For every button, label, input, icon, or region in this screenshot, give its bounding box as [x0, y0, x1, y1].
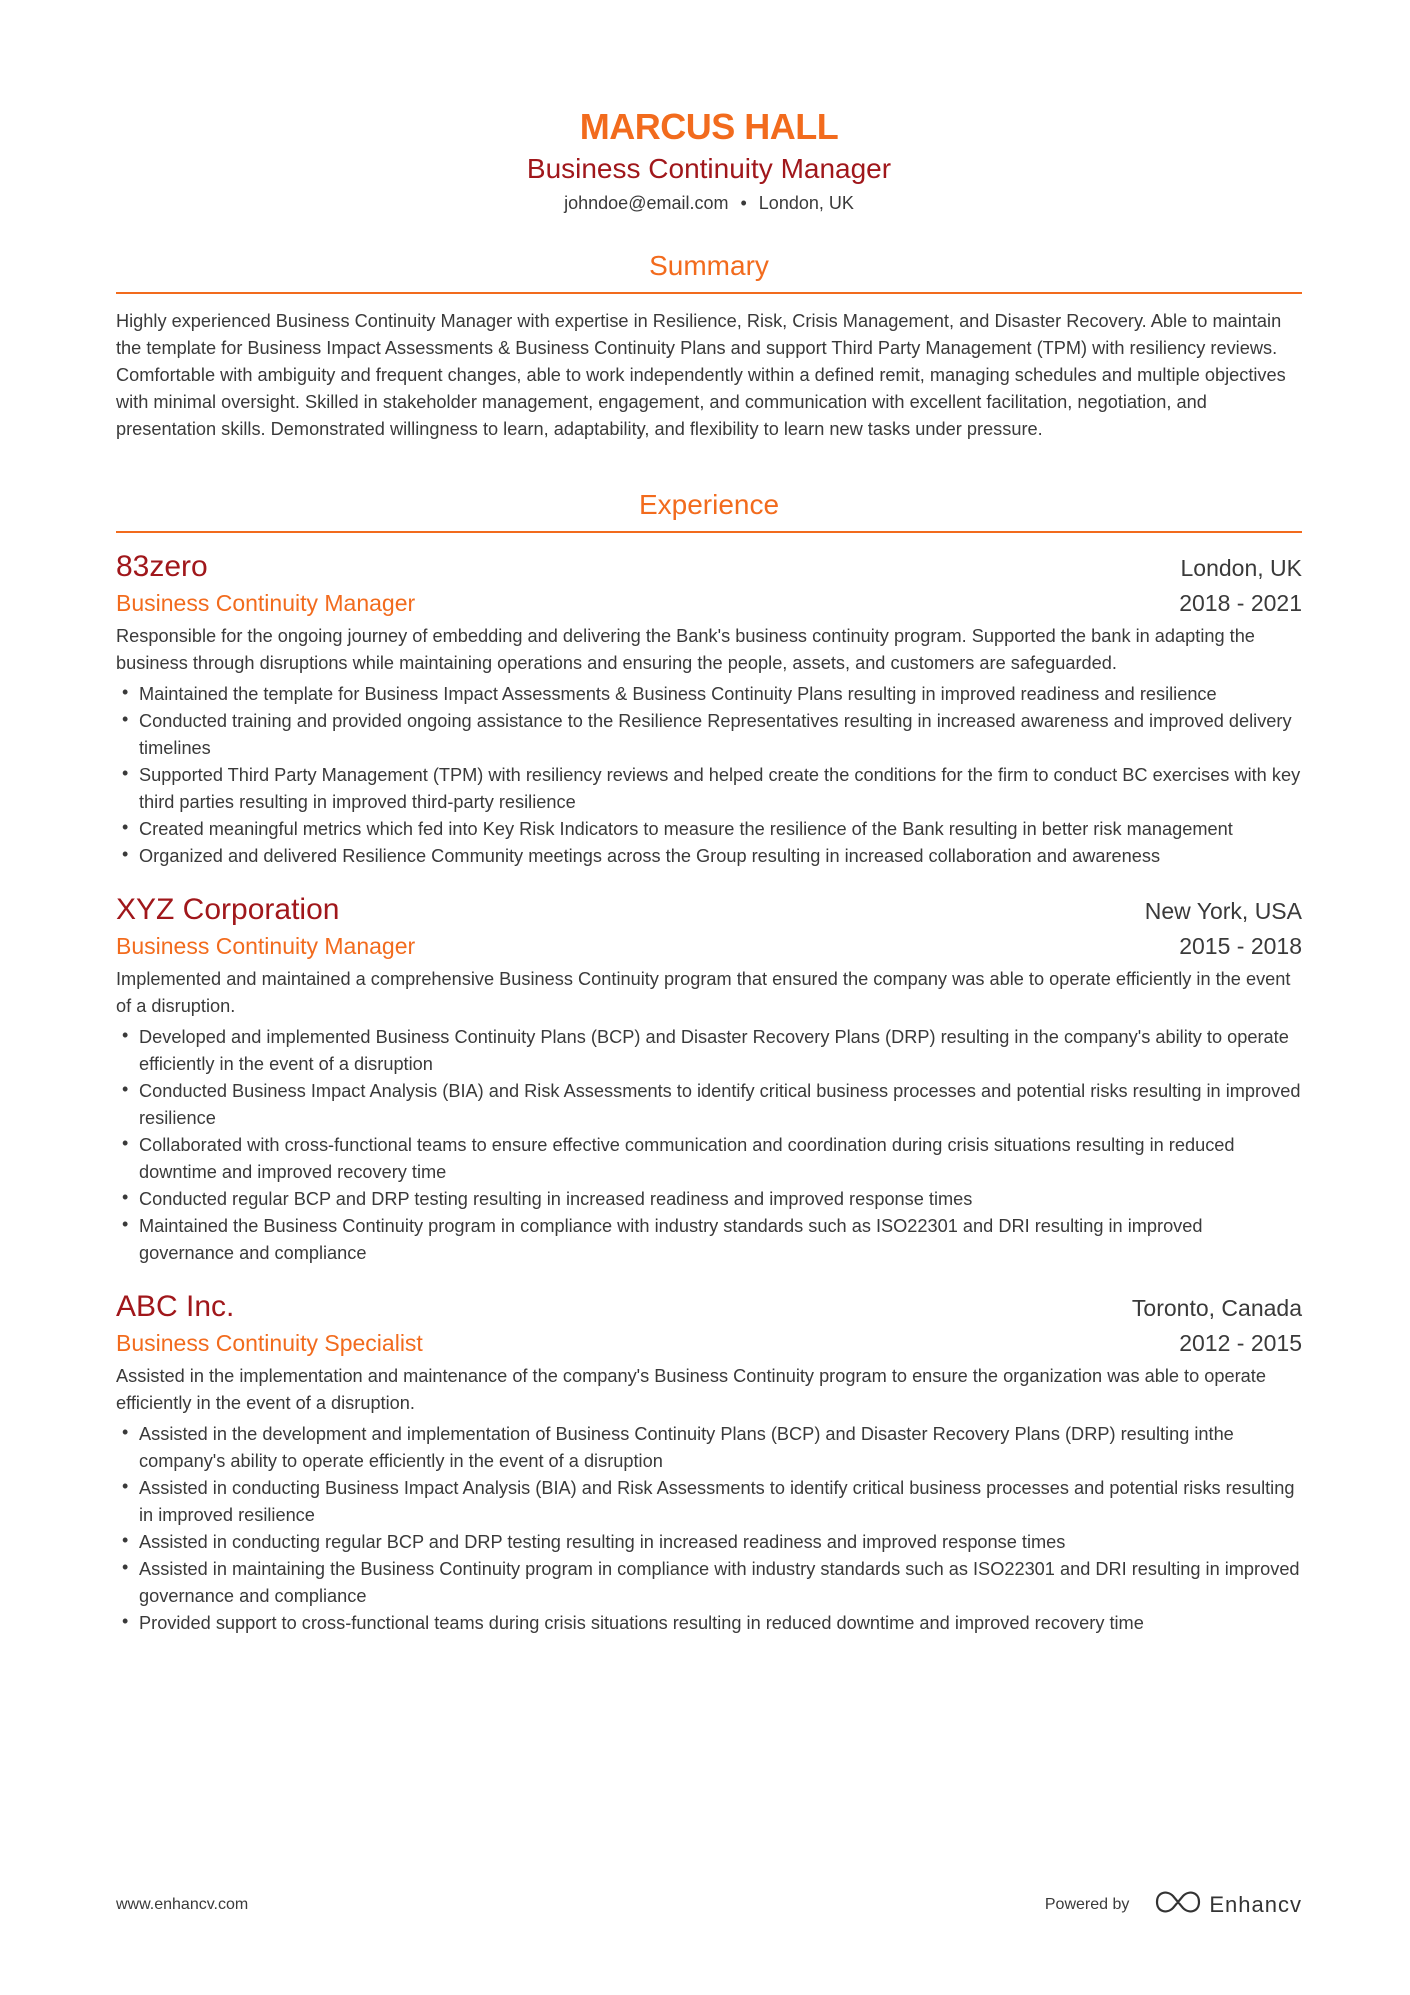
bullet-item: • Conducted training and provided ongoing assistance to the Resilience Representatives resulting in increased awareness and improved delivery timelines [116, 708, 1302, 762]
summary-divider [116, 292, 1302, 294]
job-description: Implemented and maintained a comprehensive Business Continuity program that ensured the company was able to operate efficiently in the event of a disruption. [116, 969, 1291, 1016]
candidate-title: Business Continuity Manager [526, 153, 892, 184]
bullet-item: • Provided support to cross-functional teams during crisis situations resulting in reduced downtime and improved recovery time [116, 1610, 1302, 1637]
job-dates: 2012 - 2015 [1179, 1330, 1302, 1356]
contact-separator: • [740, 193, 747, 213]
bullet-item: • Maintained the template for Business Impact Assessments & Business Continuity Plans resulting in improved readiness and resilience [116, 681, 1302, 708]
job-dates: 2015 - 2018 [1179, 933, 1302, 959]
bullet-item: • Assisted in the development and implementation of Business Continuity Plans (BCP) and Disaster Recovery Plans (DRP) resulting inthe company's ability to operate efficiently in the event of a disruption [116, 1421, 1302, 1475]
bullet-item: • Developed and implemented Business Continuity Plans (BCP) and Disaster Recovery Plans (DRP) resulting in the company's ability to operate efficiently in the event of a disruption [116, 1024, 1302, 1078]
job-role: Business Continuity Specialist [116, 1330, 423, 1356]
company-name: 83zero [116, 550, 208, 583]
experience-entry [116, 547, 1302, 870]
powered-by-label: Powered by [1044, 1895, 1130, 1913]
summary-heading: Summary [649, 250, 769, 281]
job-location: New York, USA [1144, 898, 1302, 924]
job-bullets [116, 1421, 1302, 1637]
job-role: Business Continuity Manager [116, 590, 416, 616]
experience-entry [116, 1287, 1302, 1637]
bullet-item: • Organized and delivered Resilience Community meetings across the Group resulting in increased collaboration and awareness [116, 843, 1302, 870]
bullet-item: • Collaborated with cross-functional teams to ensure effective communication and coordination during crisis situations resulting in reduced downtime and improved recovery time [116, 1132, 1302, 1186]
page-footer [116, 1890, 1302, 1919]
job-bullets [116, 1024, 1302, 1267]
bullet-item: • Created meaningful metrics which fed into Key Risk Indicators to measure the resilience of the Bank resulting in better risk management [116, 816, 1302, 843]
bullet-item: • Assisted in conducting Business Impact Analysis (BIA) and Risk Assessments to identify critical business processes and potential risks resulting in improved resilience [116, 1475, 1302, 1529]
website-link[interactable]: www.enhancv.com [116, 1895, 249, 1913]
candidate-name: MARCUS HALL [579, 106, 839, 147]
bullet-item: • Maintained the Business Continuity program in compliance with industry standards such as ISO22301 and DRI resulting in improved governance and compliance [116, 1213, 1302, 1267]
summary-section [116, 246, 1302, 443]
email-link[interactable]: johndoe@email.com [564, 193, 729, 213]
resume-page [116, 104, 1302, 1637]
contact-line [116, 190, 1302, 216]
job-role: Business Continuity Manager [116, 933, 416, 959]
job-bullets [116, 681, 1302, 870]
summary-text: Highly experienced Business Continuity Manager with expertise in Resilience, Risk, Crisis Management, and Disaster Recovery. Able to maintain the template for Business Impact Assessments & Business Continuity Plans and support Third Party Management (TPM) with resiliency reviews. Comfortable with ambiguity and frequent changes, able to work independently within a defined remit, managing schedules and multiple objectives with minimal oversight. Skilled in stakeholder management, engagement, and communication with excellent facilitation, negotiation, and presentation skills. Demonstrated willingness to learn, adaptability, and flexibility to learn new tasks under pressure. [116, 311, 1286, 439]
bullet-item: • Conducted regular BCP and DRP testing resulting in increased readiness and improved response times [116, 1186, 1302, 1213]
company-name: ABC Inc. [116, 1290, 235, 1323]
enhancv-logo-icon [1155, 1890, 1201, 1919]
resume-header [116, 104, 1302, 216]
experience-section [116, 485, 1302, 1637]
experience-heading: Experience [638, 489, 780, 520]
experience-entry [116, 890, 1302, 1267]
bullet-item: • Supported Third Party Management (TPM) with resiliency reviews and helped create the conditions for the firm to conduct BC exercises with key third parties resulting in improved third-party resilience [116, 762, 1302, 816]
job-description: Assisted in the implementation and maintenance of the company's Business Continuity program to ensure the organization was able to operate efficiently in the event of a disruption. [116, 1366, 1266, 1413]
job-location: Toronto, Canada [1131, 1295, 1302, 1321]
bullet-item: • Assisted in conducting regular BCP and DRP testing resulting in increased readiness and improved response times [116, 1529, 1302, 1556]
job-location: London, UK [1180, 555, 1302, 581]
bullet-item: • Conducted Business Impact Analysis (BIA) and Risk Assessments to identify critical business processes and potential risks resulting in improved resilience [116, 1078, 1302, 1132]
brand-block [1045, 1890, 1302, 1919]
job-description: Responsible for the ongoing journey of embedding and delivering the Bank's business continuity program. Supported the bank in adapting the business through disruptions while maintaining operations and ensuring the people, assets, and customers are safeguarded. [116, 626, 1255, 673]
experience-divider [116, 531, 1302, 533]
location-text: London, UK [758, 193, 854, 213]
bullet-item: • Assisted in maintaining the Business Continuity program in compliance with industry standards such as ISO22301 and DRI resulting in improved governance and compliance [116, 1556, 1302, 1610]
brand-name: Enhancv [1209, 1891, 1302, 1917]
company-name: XYZ Corporation [116, 893, 340, 926]
job-dates: 2018 - 2021 [1179, 590, 1302, 616]
